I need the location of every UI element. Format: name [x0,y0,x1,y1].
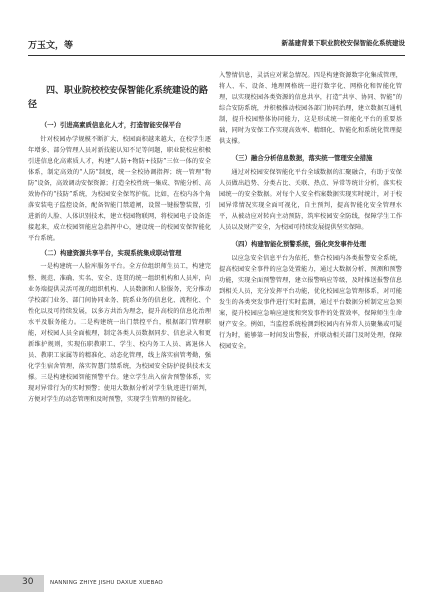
header-rule [28,55,405,56]
page-number: 30 [22,577,34,587]
subsection-2-title: （二）构建资源共享平台，实现系统集成联动管理 [40,248,182,257]
continued-paragraph: 入警情信息，灵活应对紧急情况。四是构建资源数字化集成管理，将人、车、设备、地理网格统一进行数字化、网格化和智能化管理，以实现校园各类资源的信息共享，打造“共享、协同、智能”的综合安防系统，并积极推动校园各部门协同治理，建立数据互通机制，提升校园整体协同能力，这是形成统一智能化平台的重要基础，同时为安保工作实现高效率、精细化、智能化和系统化管理提供支撑。 [219,72,402,146]
header-running-title: 新基建背景下职业院校安保智能化系统建设 [281,39,405,47]
subsection-1-paragraph: 针对校园办学规模不断扩大、校园面积越来越大，在校学生逐年增多、部分管理人员对新技能认知不足等问题，职业院校应积极引进信息化高素质人才，构建“人防+物防+技防”三位一体的安全体系，制定高效的“人防”制度，统一全校协调指挥；统一管理“物防”设备，高效调动安保资源；打造全校性统一集成、智能分析、高效协作的“技防”系统，为校园安全保驾护航。比如，在校内各个角落安装电子监控设备，配备智能门禁道闸，设置一键报警装置，引进新的人脸、人体识别技术，建立校园物联网，将校园电子设备连接起来，成立校园智能应急指挥中心，建设统一的校园安保智能化平台系统。 [28,135,211,242]
subsection-2-paragraph: 一是构建统一人脸库服务平台。全方位组织师生员工，构建完整、规范、准确、实名、安全、连贯的统一组织机构和人员库，向业务端提供灵活可视的组织机构、人员数据和人脸服务，充分推动学校部门业务、部门间协同业务、院系业务的信息化、流程化、个性化以及可持续发展，以多方共治为理念，提升高校的信息化治理水平及服务能力。二是构建统一出门禁控平台，根据部门管理职能，对校园人员全面梳理，制定各类人员数据同步、信息录入和更新维护规则，实现伍职教职工、学生、校内务工人员、离退休人员、教职工家属等的精准化、动态化管理，线上落实宿管考勤，强化学生宿舍管理，落实智慧门禁系统，为校园安全防护提供技术支撑。三是构建校园智能预警平台。建立学生出入宿舍预警体系，实现对异常行为的实时预警；使用大数据分析对学生轨迹进行研判，方便对学生的动态管理和及时预警，实现学生管理的智能化。 [28,263,211,404]
subsection-4-title: （四）构建智能化预警系统，强化突发事件处理 [231,240,366,249]
header-authors: 万玉文，等 [28,41,74,51]
subsection-1-title: （一）引进高素质信息化人才，打造智能安保平台 [40,121,182,129]
page-footer [0,575,427,593]
subsection-3-paragraph: 通过对校园安保智能化平台全域数据的汇聚融合，有助于安保人员做出趋势、分类占比、关联、热点、异常等统计分析，落实校园统一的安全数据。对每个人安全档案数据实现实时统计，对于校园异常情况实现全面可视化，自主预判，提高智能化安全管理水平，从被动应对转向主动预防，筑牢校园安全防线，保障学生工作人员以及财产安全，为校园可持续发展提供坚实保障。 [219,168,402,232]
right-column [219,70,402,575]
subsection-4-paragraph: 以应急安全信息平台为依托，整合校园内各类报警安全系统，提高校园安全事件的应急处置能力，通过大数据分析、预测和预警功能，实现全面预警管理，建立报警响应等级，及时推送报警信息到相关人员，充分发挥平台功能，优化校园应急管理体系，对可能发生的各类突发事件进行实时监测，通过平台数据分析制定应急预案，提升校园应急响应速度和突发事件的处置效率，保障师生生命财产安全。例如，当监控系统检测到校园内有异常人员聚集或可疑行为时，能够第一时间发出警报，并联动相关部门及时处理，保障校园安全。 [219,254,402,350]
journal-name: NANNING ZHIYE JISHU DAXUE XUEBAO [50,580,163,586]
left-column [28,70,211,575]
subsection-3-title: （三）融合分析信息数据，落实统一管理安全措施 [231,154,373,163]
section-title: 四、职业院校校安保智能化系统建设的路径 [28,86,209,110]
page-header [28,38,405,54]
